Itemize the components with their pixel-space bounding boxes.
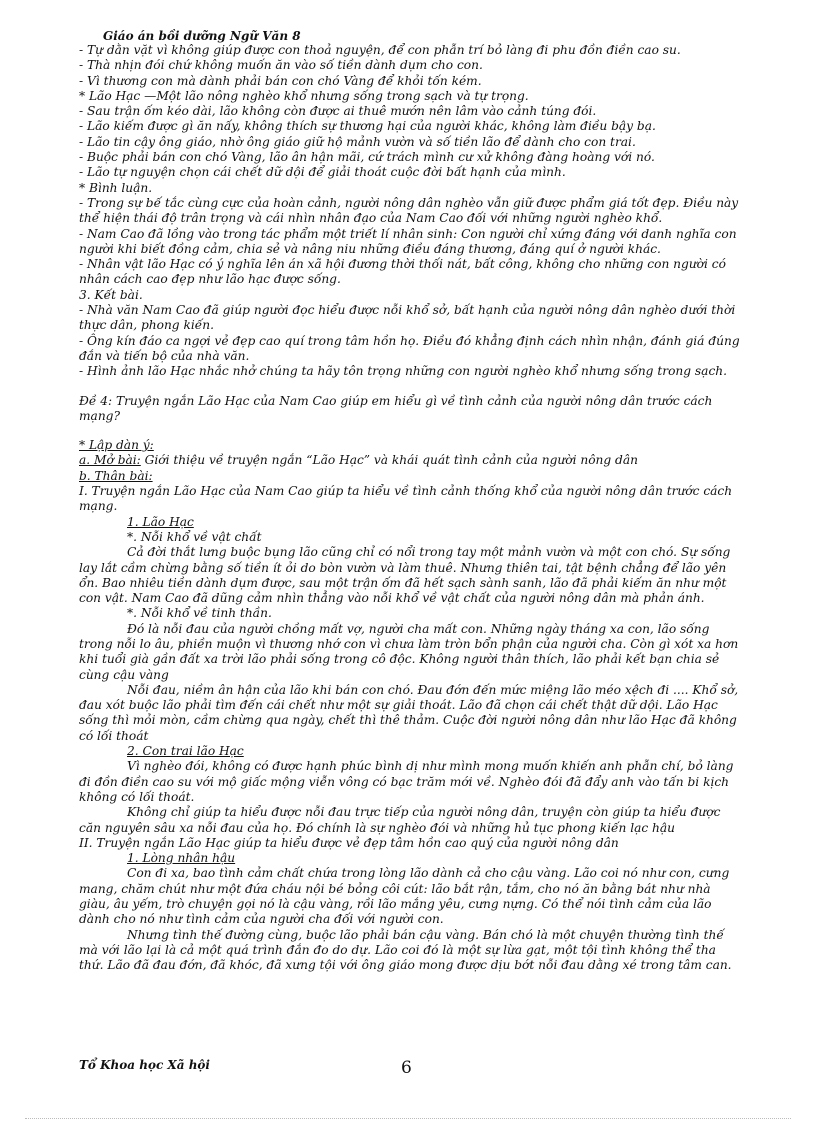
paragraph-text: - Hình ảnh lão Hạc nhắc nhở chúng ta hãy tôn trọng những con người nghèo khổ nhưng sống trong sạch.	[79, 364, 728, 379]
paragraph-text: - Buộc phải bán con chó Vàng, lão ân hận mãi, cứ trách mình cư xử không đàng hoàng với nó.	[79, 150, 655, 165]
paragraph	[79, 683, 741, 744]
paragraph	[79, 196, 741, 227]
paragraph	[79, 805, 741, 836]
paragraph-text: Cả đời thắt lưng buộc bụng lão cũng chỉ có nổi trong tay một mảnh vườn và một con chó. Sự sống lay lắt cầm chừng bằng số tiền ít ỏi do bòn vườn và làm thuê. Nhưng thiên tai, tật bệnh chẳng để lão yên ổn. Bao nhiêu tiền dành dụm được, sau một trận ốm đã hết sạch sành sanh, lão đã phải kiếm ăn như một con vật. Nam Cao đã dũng cảm nhìn thẳng vào nỗi khổ về vật chất của người nông dân mà phản ánh.	[79, 545, 731, 606]
paragraph	[79, 851, 741, 866]
paragraph	[79, 744, 741, 759]
paragraph-text: Con đi xa, bao tình cảm chất chứa trong lòng lão dành cả cho cậu vàng. Lão coi nó như con, cưng mang, chăm chút như một đứa cháu nội bé bỏng côi cút: lão bắt rận, tắm, cho nó ăn bằng bát như nhà giàu, âu yếm, trò chuyện gọi nó là cậu vàng, rồi lão mắng yêu, cưng nựng. Có thể nói tình cảm của lão dành cho nó như tình cảm của người cha đối với người con.	[79, 866, 730, 927]
paragraph-text: Nỗi đau, niềm ân hận của lão khi bán con chó. Đau đớn đến mức miệng lão méo xệch đi .... Khổ sở, đau xót buộc lão phải tìm đến cái chết như một sự giải thoát. Lão đã chọn cái chết thật dữ dội. Lão Hạc sống thì mỏi mòn, cầm chừng qua ngày, chết thì thê thảm. Cuộc đời người nông dân như lão Hạc đã không có lối thoát	[79, 682, 739, 743]
paragraph-text: 2. Con trai lão Hạc	[127, 744, 244, 759]
paragraph	[79, 866, 741, 927]
paragraph-text: Nhưng tình thế đường cùng, buộc lão phải bán cậu vàng. Bán chó là một chuyện thường tình thế mà với lão lại là cả một quá trình đắn đo do dự. Lão coi đó là một sự lừa gạt, một tội tình không thể tha thứ. Lão đã đau đớn, đã khóc, đã xưng tội với ông giáo mong được dịu bớt nỗi đau dằng xé trong tâm can.	[79, 927, 732, 973]
paragraph-text: 1. Lão Hạc	[127, 514, 194, 529]
paragraph	[79, 530, 741, 545]
paragraph	[79, 181, 741, 196]
paragraph-text: I. Truyện ngắn Lão Hạc của Nam Cao giúp ta hiểu về tình cảnh thống khổ của người nông dân trước cách mạng.	[79, 484, 733, 514]
paragraph	[79, 119, 741, 134]
paragraph	[79, 606, 741, 621]
paragraph	[79, 438, 741, 453]
paragraph-text: Không chỉ giúp ta hiểu được nỗi đau trực tiếp của người nông dân, truyện còn giúp ta hiểu được căn nguyên sâu xa nỗi đau của họ. Đó chính là sự nghèo đói và những hủ tục phong kiến lạc hậu	[79, 805, 721, 835]
paragraph	[79, 150, 741, 165]
paragraph-text: II. Truyện ngắn Lão Hạc giúp ta hiểu được vẻ đẹp tâm hồn cao quý của người nông dân	[79, 835, 619, 850]
paragraph-text: - Vì thương con mà dành phải bán con chó Vàng để khỏi tốn kém.	[79, 73, 482, 88]
paragraph	[79, 43, 741, 58]
paragraph	[79, 89, 741, 104]
paragraph	[79, 334, 741, 365]
paragraph-text: Giới thiệu về truyện ngắn “Lão Hạc” và khái quát tình cảnh của người nông dân	[140, 453, 638, 468]
paragraph	[79, 836, 741, 851]
paragraph-text: *. Nỗi khổ về tinh thần.	[127, 606, 272, 621]
paragraph	[79, 288, 741, 303]
paragraph-text: Đó là nỗi đau của người chồng mất vợ, người cha mất con. Những ngày tháng xa con, lão sống trong nỗi lo âu, phiền muộn vì thương nhớ con vì chưa làm tròn bổn phận của người cha. Còn gì xót xa hơn khi tuổi già gần đất xa trời lão phải sống trong cô độc. Không người thân thích, lão phải kết bạn chia sẻ cùng cậu vàng	[79, 621, 739, 682]
page-border-dots	[25, 1118, 791, 1119]
paragraph-text: * Lão Hạc —Một lão nông nghèo khổ nhưng sống trong sạch và tự trọng.	[79, 88, 529, 103]
paragraph-text: b. Thân bài:	[79, 468, 153, 483]
paragraph-text: 3. Kết bài.	[79, 287, 143, 302]
paragraph	[79, 104, 741, 119]
paragraph-text: - Thà nhịn đói chứ không muốn ăn vào số tiền dành dụm cho con.	[79, 58, 483, 73]
footer-department: Tổ Khoa học Xã hội	[79, 1058, 210, 1072]
paragraph-text: - Trong sự bế tắc cùng cực của hoàn cảnh, người nông dân nghèo vẫn giữ được phẩm giá tốt đẹp. Điều này thể hiện thái độ trân trọng và cái nhìn nhân đạo của Nam Cao đối với những người nghèo khổ.	[79, 195, 739, 226]
paragraph-text: - Lão kiếm được gì ăn nấy, không thích sự thương hại của người khác, không làm điều bậy bạ.	[79, 119, 656, 134]
paragraph	[79, 165, 741, 180]
paragraph	[79, 303, 741, 334]
paragraph-text: - Tự dằn vặt vì không giúp được con thoả nguyện, để con phẫn trí bỏ làng đi phu đồn điền cao su.	[79, 43, 681, 57]
section-label: a. Mở bài:	[79, 453, 141, 468]
paragraph-text: - Sau trận ốm kéo dài, lão không còn được ai thuê mướn nên lâm vào cảnh túng đói.	[79, 104, 597, 119]
paragraph-text: 1. Lòng nhân hậu	[127, 851, 236, 866]
paragraph	[79, 135, 741, 150]
document-body	[79, 43, 741, 974]
paragraph	[79, 74, 741, 89]
page-header: Giáo án bồi dưỡng Ngữ Văn 8	[103, 29, 301, 43]
paragraph-text: - Ông kín đáo ca ngợi vẻ đẹp cao quí trong tâm hồn họ. Điều đó khẳng định cách nhìn nhận, đánh giá đúng đắn và tiến bộ của nhà văn.	[79, 333, 740, 363]
paragraph-text: * Bình luận.	[79, 180, 153, 195]
paragraph-text: Vì nghèo đói, không có được hạnh phúc bình dị như mình mong muốn khiến anh phẫn chí, bỏ làng đi đồn điền cao su với mộ giấc mộng viễn vông có bạc trăm mới về. Nghèo đói đã đẩy anh vào tấn bi kịch không có lối thoát.	[79, 759, 734, 804]
paragraph-text: - Lão tự nguyện chọn cái chết dữ dội để giải thoát cuộc đời bất hạnh của mình.	[79, 165, 566, 180]
page-number: 6	[401, 1058, 412, 1078]
paragraph	[79, 469, 741, 484]
spacer	[79, 380, 741, 394]
paragraph-text: - Nhân vật lão Hạc có ý nghĩa lên án xã hội đương thời thối nát, bất công, không cho những con người có nhân cách cao đẹp như lão hạc được sống.	[79, 257, 726, 287]
paragraph	[79, 58, 741, 73]
paragraph	[79, 453, 741, 468]
paragraph-text: *. Nỗi khổ về vật chất	[127, 529, 262, 544]
paragraph-text: - Nam Cao đã lồng vào trong tác phẩm một triết lí nhân sinh: Con người chỉ xứng đáng với danh nghĩa con người khi biết đồng cảm, chia sẻ và nâng niu những điều đáng thương, đáng quí ở người khác.	[79, 226, 737, 256]
paragraph-text: - Lão tin cậy ông giáo, nhờ ông giáo giữ hộ mảnh vườn và số tiền lão để dành cho con trai.	[79, 134, 636, 149]
paragraph	[79, 227, 741, 258]
paragraph	[79, 257, 741, 288]
paragraph	[79, 394, 741, 425]
paragraph	[79, 515, 741, 530]
spacer	[79, 424, 741, 438]
paragraph-text: * Lập dàn ý:	[79, 438, 154, 453]
paragraph	[79, 759, 741, 805]
paragraph	[79, 484, 741, 515]
paragraph	[79, 545, 741, 606]
paragraph-text: Đề 4: Truyện ngắn Lão Hạc của Nam Cao giúp em hiểu gì về tình cảnh của người nông dân trước cách mạng?	[79, 393, 713, 423]
paragraph	[79, 928, 741, 974]
paragraph	[79, 364, 741, 379]
paragraph-text: - Nhà văn Nam Cao đã giúp người đọc hiểu được nỗi khổ sở, bất hạnh của người nông dân nghèo dưới thời thực dân, phong kiến.	[79, 303, 736, 333]
paragraph	[79, 622, 741, 683]
